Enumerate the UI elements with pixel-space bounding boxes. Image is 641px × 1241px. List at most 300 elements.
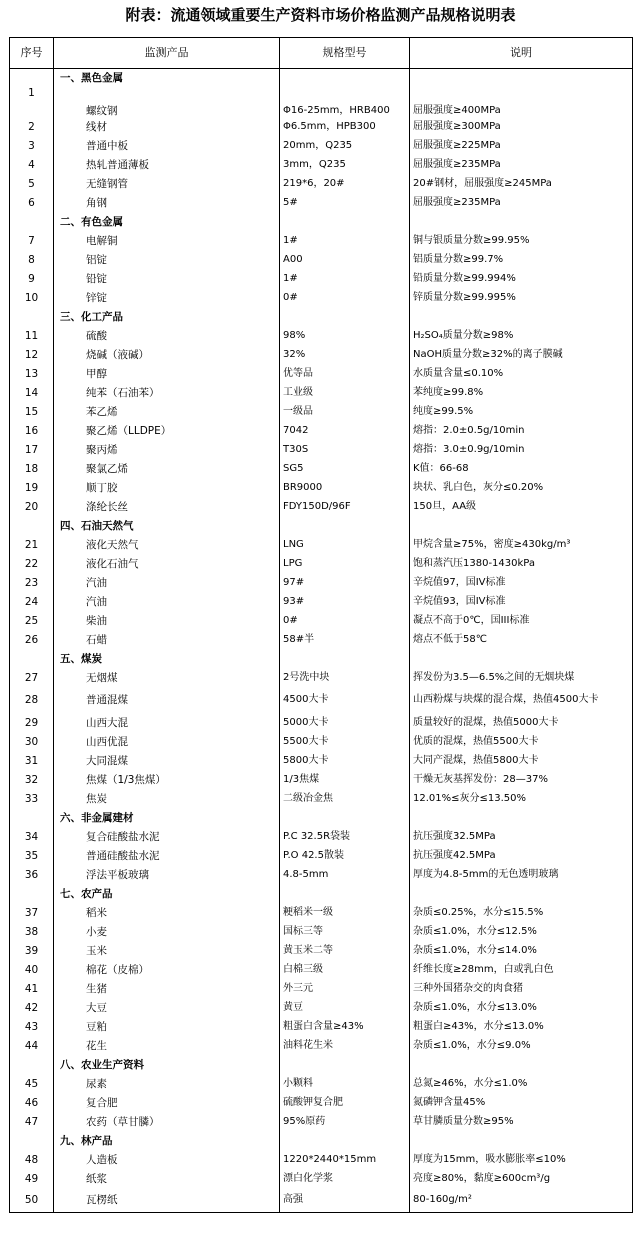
row-spec: 粳稻米一级 [280,903,410,922]
row-product: 山西大混 [54,713,280,732]
row-note: 熔点不低于58℃ [410,630,633,649]
row-idx: 11 [10,326,54,345]
category-label: 七、农产品 [54,884,280,903]
header-note: 说明 [410,38,633,69]
table-row [10,364,633,383]
row-idx: 39 [10,941,54,960]
row-product: 液化天然气 [54,535,280,554]
row-idx: 14 [10,383,54,402]
row-product: 铝锭 [54,250,280,269]
row-idx: 44 [10,1036,54,1055]
row-spec: P.O 42.5散装 [280,846,410,865]
row-note [410,884,633,903]
row-idx [10,516,54,535]
row-note: 干燥无灰基挥发份：28—37% [410,770,633,789]
table-row [10,554,633,573]
row-idx: 28 [10,687,54,713]
row-idx: 33 [10,789,54,808]
row-product: 锌锭 [54,288,280,307]
row-product: 浮法平板玻璃 [54,865,280,884]
header-product: 监测产品 [54,38,280,69]
table-row [10,478,633,497]
row-product: 硫酸 [54,326,280,345]
row-product: 棉花（皮棉） [54,960,280,979]
row-spec: FDY150D/96F [280,497,410,516]
row-idx: 9 [10,269,54,288]
row-idx: 48 [10,1150,54,1169]
row-spec: 1# [280,231,410,250]
row-idx: 42 [10,998,54,1017]
row-note: 屈服强度≥225MPa [410,136,633,155]
category-row [10,212,633,231]
row-spec: 4500大卡 [280,687,410,713]
page-title: 附表：流通领域重要生产资料市场价格监测产品规格说明表 [125,6,516,24]
row-idx: 43 [10,1017,54,1036]
row-product: 纸浆 [54,1169,280,1188]
row-product: 大同混煤 [54,751,280,770]
category-label: 一、黑色金属 [54,69,280,88]
row-idx: 3 [10,136,54,155]
category-label: 五、煤炭 [54,649,280,668]
row-idx: 29 [10,713,54,732]
row-note [410,1131,633,1150]
row-note: 苯纯度≥99.8% [410,383,633,402]
row-product: 液化石油气 [54,554,280,573]
row-spec: 粗蛋白含量≥43% [280,1017,410,1036]
row-note [410,307,633,326]
row-note: 150旦，AA级 [410,497,633,516]
table-body [10,69,633,1213]
row-spec: 58#半 [280,630,410,649]
row-note: 水质量含量≤0.10% [410,364,633,383]
row-note: 纯度≥99.5% [410,402,633,421]
row-spec: 0# [280,288,410,307]
row-idx: 26 [10,630,54,649]
table-row [10,1074,633,1093]
row-note: 总氮≥46%，水分≤1.0% [410,1074,633,1093]
row-note: 抗压强度32.5MPa [410,827,633,846]
row-spec: 油料花生米 [280,1036,410,1055]
spec-table [9,37,633,1213]
category-row [10,307,633,326]
row-product: 甲醇 [54,364,280,383]
row-spec [280,1131,410,1150]
row-product: 纯苯（石油苯） [54,383,280,402]
row-spec: 5# [280,193,410,212]
row-idx: 41 [10,979,54,998]
row-product: 大豆 [54,998,280,1017]
row-idx: 7 [10,231,54,250]
row-spec: 2号洗中块 [280,668,410,687]
category-row [10,1055,633,1074]
row-spec [280,307,410,326]
row-product: 石蜡 [54,630,280,649]
row-product: 普通硅酸盐水泥 [54,846,280,865]
row-idx: 1 [10,87,54,117]
row-idx: 37 [10,903,54,922]
row-product: 螺纹钢 [54,87,280,117]
row-spec: 20mm，Q235 [280,136,410,155]
row-product: 焦炭 [54,789,280,808]
row-product: 花生 [54,1036,280,1055]
row-spec: 工业级 [280,383,410,402]
category-label: 三、化工产品 [54,307,280,326]
table-row [10,592,633,611]
table-row [10,941,633,960]
row-note: 杂质≤1.0%，水分≤12.5% [410,922,633,941]
row-product: 顺丁胶 [54,478,280,497]
row-note: NaOH质量分数≥32%的离子膜碱 [410,345,633,364]
row-idx: 45 [10,1074,54,1093]
row-note: 抗压强度42.5MPa [410,846,633,865]
table-row [10,789,633,808]
table-row [10,827,633,846]
category-label: 八、农业生产资料 [54,1055,280,1074]
row-product: 瓦楞纸 [54,1188,280,1213]
table-row [10,326,633,345]
row-spec [280,212,410,231]
row-spec [280,649,410,668]
row-idx: 46 [10,1093,54,1112]
row-note: 杂质≤1.0%，水分≤14.0% [410,941,633,960]
row-idx: 50 [10,1188,54,1213]
row-product: 电解铜 [54,231,280,250]
row-spec: 93# [280,592,410,611]
row-note: 辛烷值97，国IV标准 [410,573,633,592]
row-spec: 硫酸钾复合肥 [280,1093,410,1112]
row-spec: 7042 [280,421,410,440]
row-note: 铅质量分数≥99.994% [410,269,633,288]
row-spec: 一级品 [280,402,410,421]
row-product: 聚氯乙烯 [54,459,280,478]
row-product: 铅锭 [54,269,280,288]
row-note: 优质的混煤，热值5500大卡 [410,732,633,751]
row-idx: 16 [10,421,54,440]
row-idx: 17 [10,440,54,459]
row-product: 涤纶长丝 [54,497,280,516]
row-spec: 5800大卡 [280,751,410,770]
row-note: 熔指：3.0±0.9g/10min [410,440,633,459]
row-spec [280,1055,410,1074]
table-row [10,87,633,117]
row-idx [10,307,54,326]
table-row [10,459,633,478]
row-note: 屈服强度≥235MPa [410,193,633,212]
row-idx: 4 [10,155,54,174]
table-row [10,231,633,250]
table-row [10,846,633,865]
row-idx: 13 [10,364,54,383]
row-product: 聚乙烯（LLDPE） [54,421,280,440]
row-spec [280,516,410,535]
row-product: 汽油 [54,573,280,592]
row-idx: 18 [10,459,54,478]
row-spec: 5000大卡 [280,713,410,732]
row-product: 苯乙烯 [54,402,280,421]
row-spec: 高强 [280,1188,410,1213]
row-spec: 1# [280,269,410,288]
row-idx: 30 [10,732,54,751]
row-spec: P.C 32.5R袋装 [280,827,410,846]
row-note [410,212,633,231]
row-note: 铜与银质量分数≥99.95% [410,231,633,250]
row-idx: 35 [10,846,54,865]
header-spec: 规格型号 [280,38,410,69]
row-spec: 3mm，Q235 [280,155,410,174]
category-row [10,69,633,88]
table-row [10,1036,633,1055]
row-product: 聚丙烯 [54,440,280,459]
table-row [10,573,633,592]
category-label: 二、有色金属 [54,212,280,231]
table-row [10,668,633,687]
row-idx: 36 [10,865,54,884]
row-idx [10,212,54,231]
row-note: 20#钢材，屈服强度≥245MPa [410,174,633,193]
row-spec: 97# [280,573,410,592]
row-idx [10,1131,54,1150]
row-note: 块状、乳白色，灰分≤0.20% [410,478,633,497]
table-row [10,136,633,155]
row-idx: 47 [10,1112,54,1131]
row-note: 大同产混煤，热值5800大卡 [410,751,633,770]
row-spec: LNG [280,535,410,554]
row-product: 生猪 [54,979,280,998]
row-idx: 22 [10,554,54,573]
table-row [10,174,633,193]
row-spec: 漂白化学浆 [280,1169,410,1188]
row-spec: 4.8-5mm [280,865,410,884]
row-idx: 20 [10,497,54,516]
row-product: 热轧普通薄板 [54,155,280,174]
row-note: 80-160g/m² [410,1188,633,1213]
row-note: 甲烷含量≥75%，密度≥430kg/m³ [410,535,633,554]
category-row [10,884,633,903]
table-row [10,998,633,1017]
row-product: 小麦 [54,922,280,941]
row-product: 农药（草甘膦） [54,1112,280,1131]
table-row [10,440,633,459]
row-idx [10,884,54,903]
row-note: K值：66-68 [410,459,633,478]
row-spec: 32% [280,345,410,364]
table-row [10,1169,633,1188]
row-note: 熔指：2.0±0.5g/10min [410,421,633,440]
row-note: 锌质量分数≥99.995% [410,288,633,307]
category-label: 四、石油天然气 [54,516,280,535]
table-row [10,713,633,732]
row-idx: 15 [10,402,54,421]
row-note [410,649,633,668]
row-spec: BR9000 [280,478,410,497]
row-product: 复合硅酸盐水泥 [54,827,280,846]
row-spec [280,884,410,903]
row-idx: 38 [10,922,54,941]
row-spec: SG5 [280,459,410,478]
table-row [10,155,633,174]
row-note: 粗蛋白≥43%，水分≤13.0% [410,1017,633,1036]
row-spec: 0# [280,611,410,630]
table-row [10,193,633,212]
table-row [10,535,633,554]
row-product: 稻米 [54,903,280,922]
table-row [10,865,633,884]
row-spec: 国标三等 [280,922,410,941]
row-spec: LPG [280,554,410,573]
row-spec: Φ16-25mm，HRB400 [280,87,410,117]
row-note: H₂SO₄质量分数≥98% [410,326,633,345]
row-note: 山西粉煤与块煤的混合煤，热值4500大卡 [410,687,633,713]
category-row [10,516,633,535]
table-row [10,1093,633,1112]
table-header-row [10,38,633,69]
row-idx: 27 [10,668,54,687]
row-spec: 优等品 [280,364,410,383]
row-idx: 19 [10,478,54,497]
row-product: 尿素 [54,1074,280,1093]
row-spec: T30S [280,440,410,459]
row-idx [10,649,54,668]
row-idx [10,69,54,88]
table-row [10,922,633,941]
row-product: 普通混煤 [54,687,280,713]
row-product: 线材 [54,117,280,136]
category-label: 六、非金属建材 [54,808,280,827]
row-idx: 23 [10,573,54,592]
table-row [10,687,633,713]
table-row [10,630,633,649]
row-idx: 25 [10,611,54,630]
row-note: 纤维长度≥28mm，白或乳白色 [410,960,633,979]
row-spec [280,808,410,827]
table-row [10,402,633,421]
row-spec: 98% [280,326,410,345]
table-row [10,497,633,516]
row-note: 辛烷值93，国IV标准 [410,592,633,611]
row-idx: 2 [10,117,54,136]
table-row [10,1112,633,1131]
row-note: 饱和蒸汽压1380-1430kPa [410,554,633,573]
row-spec: 1/3焦煤 [280,770,410,789]
row-product: 焦煤（1/3焦煤） [54,770,280,789]
row-product: 汽油 [54,592,280,611]
category-row [10,649,633,668]
row-note: 氮磷钾含量45% [410,1093,633,1112]
row-note [410,516,633,535]
row-note [410,808,633,827]
row-idx: 32 [10,770,54,789]
row-spec: 白棉三级 [280,960,410,979]
row-note [410,1055,633,1074]
row-product: 普通中板 [54,136,280,155]
row-note: 草甘膦质量分数≥95% [410,1112,633,1131]
row-product: 柴油 [54,611,280,630]
row-product: 无缝钢管 [54,174,280,193]
row-spec: 二级冶金焦 [280,789,410,808]
category-row [10,1131,633,1150]
row-note: 凝点不高于0℃，国III标准 [410,611,633,630]
row-product: 无烟煤 [54,668,280,687]
table-row [10,903,633,922]
row-note: 屈服强度≥235MPa [410,155,633,174]
category-row [10,808,633,827]
row-note: 杂质≤0.25%，水分≤15.5% [410,903,633,922]
table-row [10,117,633,136]
table-row [10,269,633,288]
row-spec: A00 [280,250,410,269]
row-idx: 6 [10,193,54,212]
row-note: 屈服强度≥400MPa [410,87,633,117]
row-note: 铝质量分数≥99.7% [410,250,633,269]
row-note: 三种外国猪杂交的肉食猪 [410,979,633,998]
row-note: 杂质≤1.0%，水分≤13.0% [410,998,633,1017]
table-row [10,751,633,770]
table-row [10,960,633,979]
row-product: 山西优混 [54,732,280,751]
row-idx [10,808,54,827]
row-product: 玉米 [54,941,280,960]
row-product: 豆粕 [54,1017,280,1036]
table-row [10,1188,633,1213]
row-product: 复合肥 [54,1093,280,1112]
row-note: 12.01%≤灰分≤13.50% [410,789,633,808]
table-row [10,250,633,269]
table-row [10,611,633,630]
row-spec: 小颗料 [280,1074,410,1093]
row-spec: 5500大卡 [280,732,410,751]
row-note: 挥发份为3.5—6.5%之间的无烟块煤 [410,668,633,687]
row-note: 质量较好的混煤，热值5000大卡 [410,713,633,732]
table-row [10,732,633,751]
row-idx: 40 [10,960,54,979]
row-product: 角钢 [54,193,280,212]
row-spec: 95%原药 [280,1112,410,1131]
table-row [10,288,633,307]
row-note: 杂质≤1.0%，水分≤9.0% [410,1036,633,1055]
table-row [10,979,633,998]
table-row [10,421,633,440]
row-note [410,69,633,88]
row-spec: Φ6.5mm，HPB300 [280,117,410,136]
row-idx: 10 [10,288,54,307]
row-spec [280,69,410,88]
row-note: 屈服强度≥300MPa [410,117,633,136]
row-idx: 21 [10,535,54,554]
row-product: 人造板 [54,1150,280,1169]
row-spec: 外三元 [280,979,410,998]
row-idx: 34 [10,827,54,846]
row-idx: 24 [10,592,54,611]
row-spec: 黄玉米二等 [280,941,410,960]
header-idx: 序号 [10,38,54,69]
row-idx: 49 [10,1169,54,1188]
table-row [10,383,633,402]
table-row [10,345,633,364]
table-row [10,770,633,789]
row-idx [10,1055,54,1074]
row-product: 烧碱（液碱） [54,345,280,364]
row-spec: 1220*2440*15mm [280,1150,410,1169]
row-spec: 219*6，20# [280,174,410,193]
table-row [10,1150,633,1169]
table-row [10,1017,633,1036]
row-idx: 8 [10,250,54,269]
category-label: 九、林产品 [54,1131,280,1150]
row-note: 厚度为15mm，吸水膨胀率≤10% [410,1150,633,1169]
row-note: 亮度≥80%，黏度≥600cm³/g [410,1169,633,1188]
row-idx: 31 [10,751,54,770]
row-idx: 5 [10,174,54,193]
